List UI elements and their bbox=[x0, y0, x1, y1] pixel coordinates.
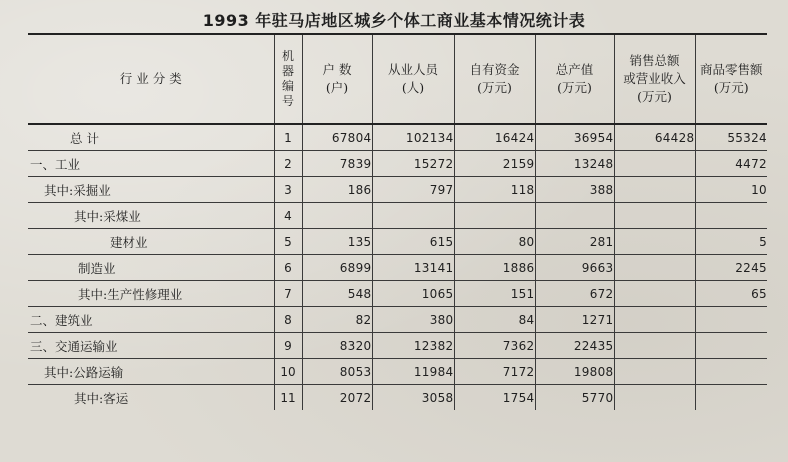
table-row bbox=[28, 203, 767, 229]
cell-capital: 7172 bbox=[454, 359, 535, 385]
cell-sales bbox=[614, 229, 695, 255]
row-category: 其中:公路运输 bbox=[28, 359, 274, 385]
header-code: 机 器 编 号 bbox=[274, 34, 302, 124]
table-row bbox=[28, 177, 767, 203]
row-code: 1 bbox=[274, 124, 302, 151]
row-code: 8 bbox=[274, 307, 302, 333]
cell-retail: 2245 bbox=[695, 255, 767, 281]
cell-sales: 64428 bbox=[614, 124, 695, 151]
cell-capital bbox=[454, 203, 535, 229]
header-employees: 从业人员 (人) bbox=[372, 34, 454, 124]
cell-households: 67804 bbox=[302, 124, 372, 151]
cell-retail bbox=[695, 307, 767, 333]
row-category: 其中:采掘业 bbox=[28, 177, 274, 203]
cell-households: 7839 bbox=[302, 151, 372, 177]
cell-employees bbox=[372, 203, 454, 229]
cell-retail bbox=[695, 333, 767, 359]
cell-retail: 5 bbox=[695, 229, 767, 255]
cell-output: 1271 bbox=[535, 307, 614, 333]
cell-sales bbox=[614, 307, 695, 333]
cell-employees: 15272 bbox=[372, 151, 454, 177]
header-sales: 销售总额 或营业收入 (万元) bbox=[614, 34, 695, 124]
cell-output: 19808 bbox=[535, 359, 614, 385]
cell-capital: 1886 bbox=[454, 255, 535, 281]
table-row bbox=[28, 229, 767, 255]
cell-output: 388 bbox=[535, 177, 614, 203]
cell-employees: 615 bbox=[372, 229, 454, 255]
cell-households: 548 bbox=[302, 281, 372, 307]
table-row bbox=[28, 124, 767, 151]
cell-employees: 1065 bbox=[372, 281, 454, 307]
cell-capital: 1754 bbox=[454, 385, 535, 411]
cell-retail: 4472 bbox=[695, 151, 767, 177]
cell-capital: 16424 bbox=[454, 124, 535, 151]
row-code: 5 bbox=[274, 229, 302, 255]
row-category: 其中:生产性修理业 bbox=[28, 281, 274, 307]
row-code: 7 bbox=[274, 281, 302, 307]
cell-sales bbox=[614, 255, 695, 281]
cell-retail bbox=[695, 359, 767, 385]
cell-retail: 65 bbox=[695, 281, 767, 307]
row-code: 10 bbox=[274, 359, 302, 385]
cell-households bbox=[302, 203, 372, 229]
header-households: 户 数 (户) bbox=[302, 34, 372, 124]
cell-capital: 7362 bbox=[454, 333, 535, 359]
page-title: 1993 年驻马店地区城乡个体工商业基本情况统计表 bbox=[202, 11, 586, 30]
cell-households: 2072 bbox=[302, 385, 372, 411]
table-row bbox=[28, 281, 767, 307]
row-code: 2 bbox=[274, 151, 302, 177]
cell-retail bbox=[695, 385, 767, 411]
row-code: 3 bbox=[274, 177, 302, 203]
cell-households: 6899 bbox=[302, 255, 372, 281]
cell-output: 672 bbox=[535, 281, 614, 307]
cell-output: 13248 bbox=[535, 151, 614, 177]
cell-capital: 80 bbox=[454, 229, 535, 255]
cell-sales bbox=[614, 333, 695, 359]
cell-sales bbox=[614, 281, 695, 307]
cell-retail: 55324 bbox=[695, 124, 767, 151]
cell-retail bbox=[695, 203, 767, 229]
row-category: 制造业 bbox=[28, 255, 274, 281]
table-row bbox=[28, 255, 767, 281]
statistics-table bbox=[28, 33, 767, 410]
cell-capital: 151 bbox=[454, 281, 535, 307]
row-code: 4 bbox=[274, 203, 302, 229]
cell-employees: 380 bbox=[372, 307, 454, 333]
cell-employees: 102134 bbox=[372, 124, 454, 151]
cell-capital: 84 bbox=[454, 307, 535, 333]
cell-sales bbox=[614, 203, 695, 229]
header-output: 总产值 (万元) bbox=[535, 34, 614, 124]
cell-employees: 3058 bbox=[372, 385, 454, 411]
table-row bbox=[28, 385, 767, 411]
row-category: 三、交通运输业 bbox=[28, 333, 274, 359]
row-category: 其中:采煤业 bbox=[28, 203, 274, 229]
row-code: 9 bbox=[274, 333, 302, 359]
cell-capital: 2159 bbox=[454, 151, 535, 177]
cell-employees: 11984 bbox=[372, 359, 454, 385]
cell-households: 135 bbox=[302, 229, 372, 255]
cell-employees: 797 bbox=[372, 177, 454, 203]
row-category: 二、建筑业 bbox=[28, 307, 274, 333]
cell-output: 22435 bbox=[535, 333, 614, 359]
row-code: 6 bbox=[274, 255, 302, 281]
header-row bbox=[28, 34, 767, 124]
row-category: 建材业 bbox=[28, 229, 274, 255]
cell-output: 281 bbox=[535, 229, 614, 255]
cell-households: 186 bbox=[302, 177, 372, 203]
cell-output bbox=[535, 203, 614, 229]
table-row bbox=[28, 333, 767, 359]
row-code: 11 bbox=[274, 385, 302, 411]
header-retail: 商品零售额 (万元) bbox=[695, 34, 767, 124]
cell-sales bbox=[614, 385, 695, 411]
cell-retail: 10 bbox=[695, 177, 767, 203]
cell-output: 9663 bbox=[535, 255, 614, 281]
table-row bbox=[28, 151, 767, 177]
cell-sales bbox=[614, 359, 695, 385]
cell-sales bbox=[614, 151, 695, 177]
table-row bbox=[28, 307, 767, 333]
cell-employees: 13141 bbox=[372, 255, 454, 281]
cell-sales bbox=[614, 177, 695, 203]
cell-output: 5770 bbox=[535, 385, 614, 411]
cell-households: 82 bbox=[302, 307, 372, 333]
row-category: 一、工业 bbox=[28, 151, 274, 177]
header-category: 行 业 分 类 bbox=[28, 34, 274, 124]
cell-households: 8053 bbox=[302, 359, 372, 385]
row-category: 总 计 bbox=[28, 124, 274, 151]
row-category: 其中:客运 bbox=[28, 385, 274, 411]
cell-capital: 118 bbox=[454, 177, 535, 203]
cell-households: 8320 bbox=[302, 333, 372, 359]
table-row bbox=[28, 359, 767, 385]
cell-employees: 12382 bbox=[372, 333, 454, 359]
header-capital: 自有资金 (万元) bbox=[454, 34, 535, 124]
cell-output: 36954 bbox=[535, 124, 614, 151]
